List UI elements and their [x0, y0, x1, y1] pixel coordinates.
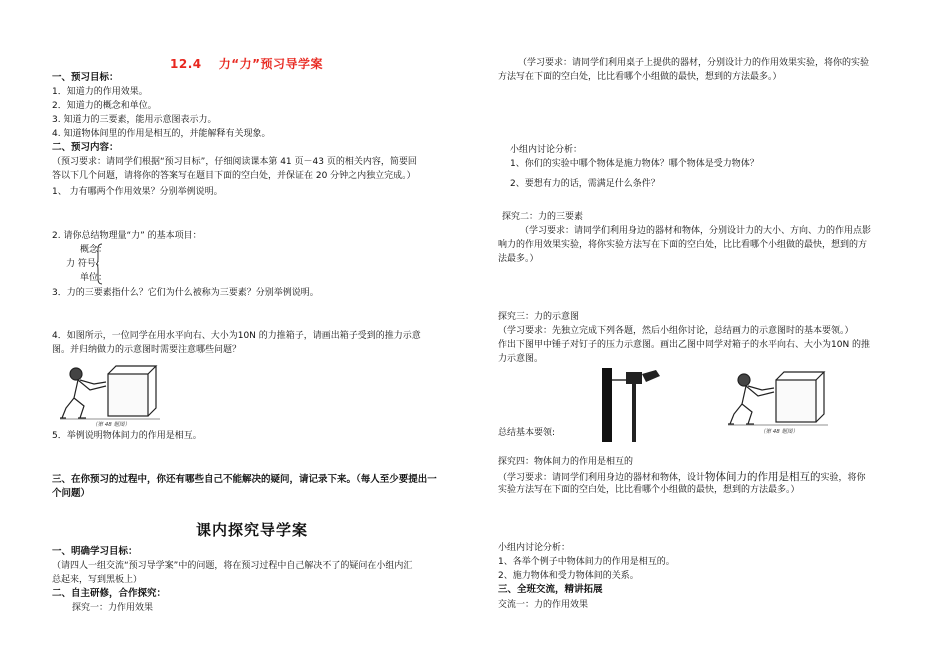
figure-caption: （第 48 题图）	[760, 429, 798, 435]
goal-item: 3. 知道力的三要素，能用示意图表示力。	[52, 115, 217, 125]
learning-goals-text: （请四人一组交流“预习导学案”中的问题，将在预习过程中自己解决不了的疑问在小组内汇	[52, 561, 413, 571]
requirement-2: （学习要求：请同学们利用身边的器材和物体，分别设计力的大小、方向、力的作用点影	[520, 226, 872, 236]
learning-goals-heading: 一、明确学习目标：	[52, 546, 138, 557]
self-study-heading: 二、自主研修，合作探究：	[52, 588, 167, 599]
requirement-4	[498, 470, 866, 484]
preview-requirement: （预习要求：请同学们根据“预习目标”，仔细阅读课本第 41 页－43 页的相关内容，简要回	[52, 157, 417, 167]
goal-item: 4. 知道物体间里的作用是相互的，并能解释有关现象。	[52, 129, 271, 139]
explore-3: 探究三：力的示意图	[498, 312, 580, 322]
requirement-4: 实验方法写在下面的空白处，比比看哪个小组做的最快，想到的方法最多。）	[498, 485, 800, 495]
exchange-1: 交流一：力的作用效果	[498, 600, 589, 610]
goal-item: 1．知道力的作用效果。	[52, 87, 148, 97]
requirement-4-emphasis: 物体间力的作用是相互的	[705, 471, 821, 483]
push-box-figure	[728, 368, 828, 430]
explore-1: 探究一：力作用效果	[72, 603, 154, 613]
force-concept: 概念：	[80, 245, 108, 255]
force-unit: 单位：	[80, 273, 108, 283]
group-question: 2、要想有力的话，需满足什么条件？	[510, 179, 660, 189]
question-4: 图。并归纳做力的示意图时需要注意哪些问题？	[52, 345, 242, 355]
explore-2: 探究二：力的三要素	[502, 212, 584, 222]
question-5: 5．举例说明物体间力的作用是相互。	[52, 431, 202, 441]
page-title: 12.4 力“力”预习导学案	[170, 57, 324, 71]
group-discussion-heading: 小组内讨论分析：	[498, 543, 571, 553]
group-question: 1、各举个例子中物体间力的作用是相互的。	[498, 557, 675, 567]
task-3: 力示意图。	[498, 354, 544, 364]
preview-goals-heading: 一、预习目标：	[52, 72, 119, 83]
questions-heading: 个问题）	[52, 488, 91, 499]
learning-goals-text: 总起来，写到黑板上）	[52, 575, 143, 585]
preview-requirement: 答以下几个问题，请将你的答案写在题目下面的空白处，并保证在 20 分钟之内独立完成。）	[52, 171, 416, 181]
requirement-4-text: （学习要求：请同学们利用身边的器材和物体，设计	[498, 473, 706, 483]
summary-label: 总结基本要领:	[498, 428, 556, 438]
hammer-nail-figure	[598, 366, 670, 444]
question-4: 4．如图所示，一位同学在用水平向右、大小为10N 的力推箱子，请画出箱子受到的推力示意	[52, 331, 421, 341]
brace-icon	[96, 243, 104, 285]
force-symbol: 力 符号：	[66, 259, 105, 269]
requirement-1: 方法写在下面的空白处，比比看哪个小组做的最快，想到的方法最多。）	[498, 72, 782, 82]
task-3: 作出下图甲中锤子对钉子的压力示意图。画出乙图中同学对箱子的水平向右、大小为10N 的推	[498, 340, 871, 350]
group-discussion-heading: 小组内讨论分析：	[510, 145, 583, 155]
requirement-2: 响力的作用效果实验，将你实验方法写在下面的空白处，比比看哪个小组做的最快，想到的方	[498, 240, 868, 250]
question-2: 2. 请你总结物理量“力” 的基本项目：	[52, 231, 202, 241]
question-3: 3．力的三要素指什么？它们为什么被称为三要素？分别举例说明。	[52, 288, 319, 298]
requirement-4-text: 实验，将你	[820, 473, 866, 483]
group-question: 1、你们的实验中哪个物体是施力物体？哪个物体是受力物体？	[510, 159, 759, 169]
questions-heading: 三、在你预习的过程中，你还有哪些自己不能解决的疑问，请记录下来。（每人至少要提出一	[52, 474, 437, 485]
requirement-3: （学习要求：先独立完成下列各题，然后小组你讨论，总结画力的示意图时的基本要领。）	[498, 326, 854, 336]
preview-content-heading: 二、预习内容：	[52, 142, 119, 153]
goal-item: 2．知道力的概念和单位。	[52, 101, 157, 111]
question-1: 1、 力有哪两个作用效果？分别举例说明。	[52, 187, 223, 197]
push-box-figure	[60, 362, 160, 424]
group-question: 2、施力物体和受力物体间的关系。	[498, 571, 639, 581]
section-title: 课内探究导学案	[196, 521, 309, 539]
figure-caption: （第 48 题图）	[92, 422, 130, 428]
requirement-2: 法最多。）	[498, 254, 539, 264]
explore-4: 探究四：物体间力的作用是相互的	[498, 457, 634, 467]
class-exchange-heading: 三、全班交流，精讲拓展	[498, 584, 603, 595]
requirement-1: （学习要求：请同学们利用桌子上提供的器材，分别设计力的作用效果实验，将你的实验	[518, 58, 870, 68]
